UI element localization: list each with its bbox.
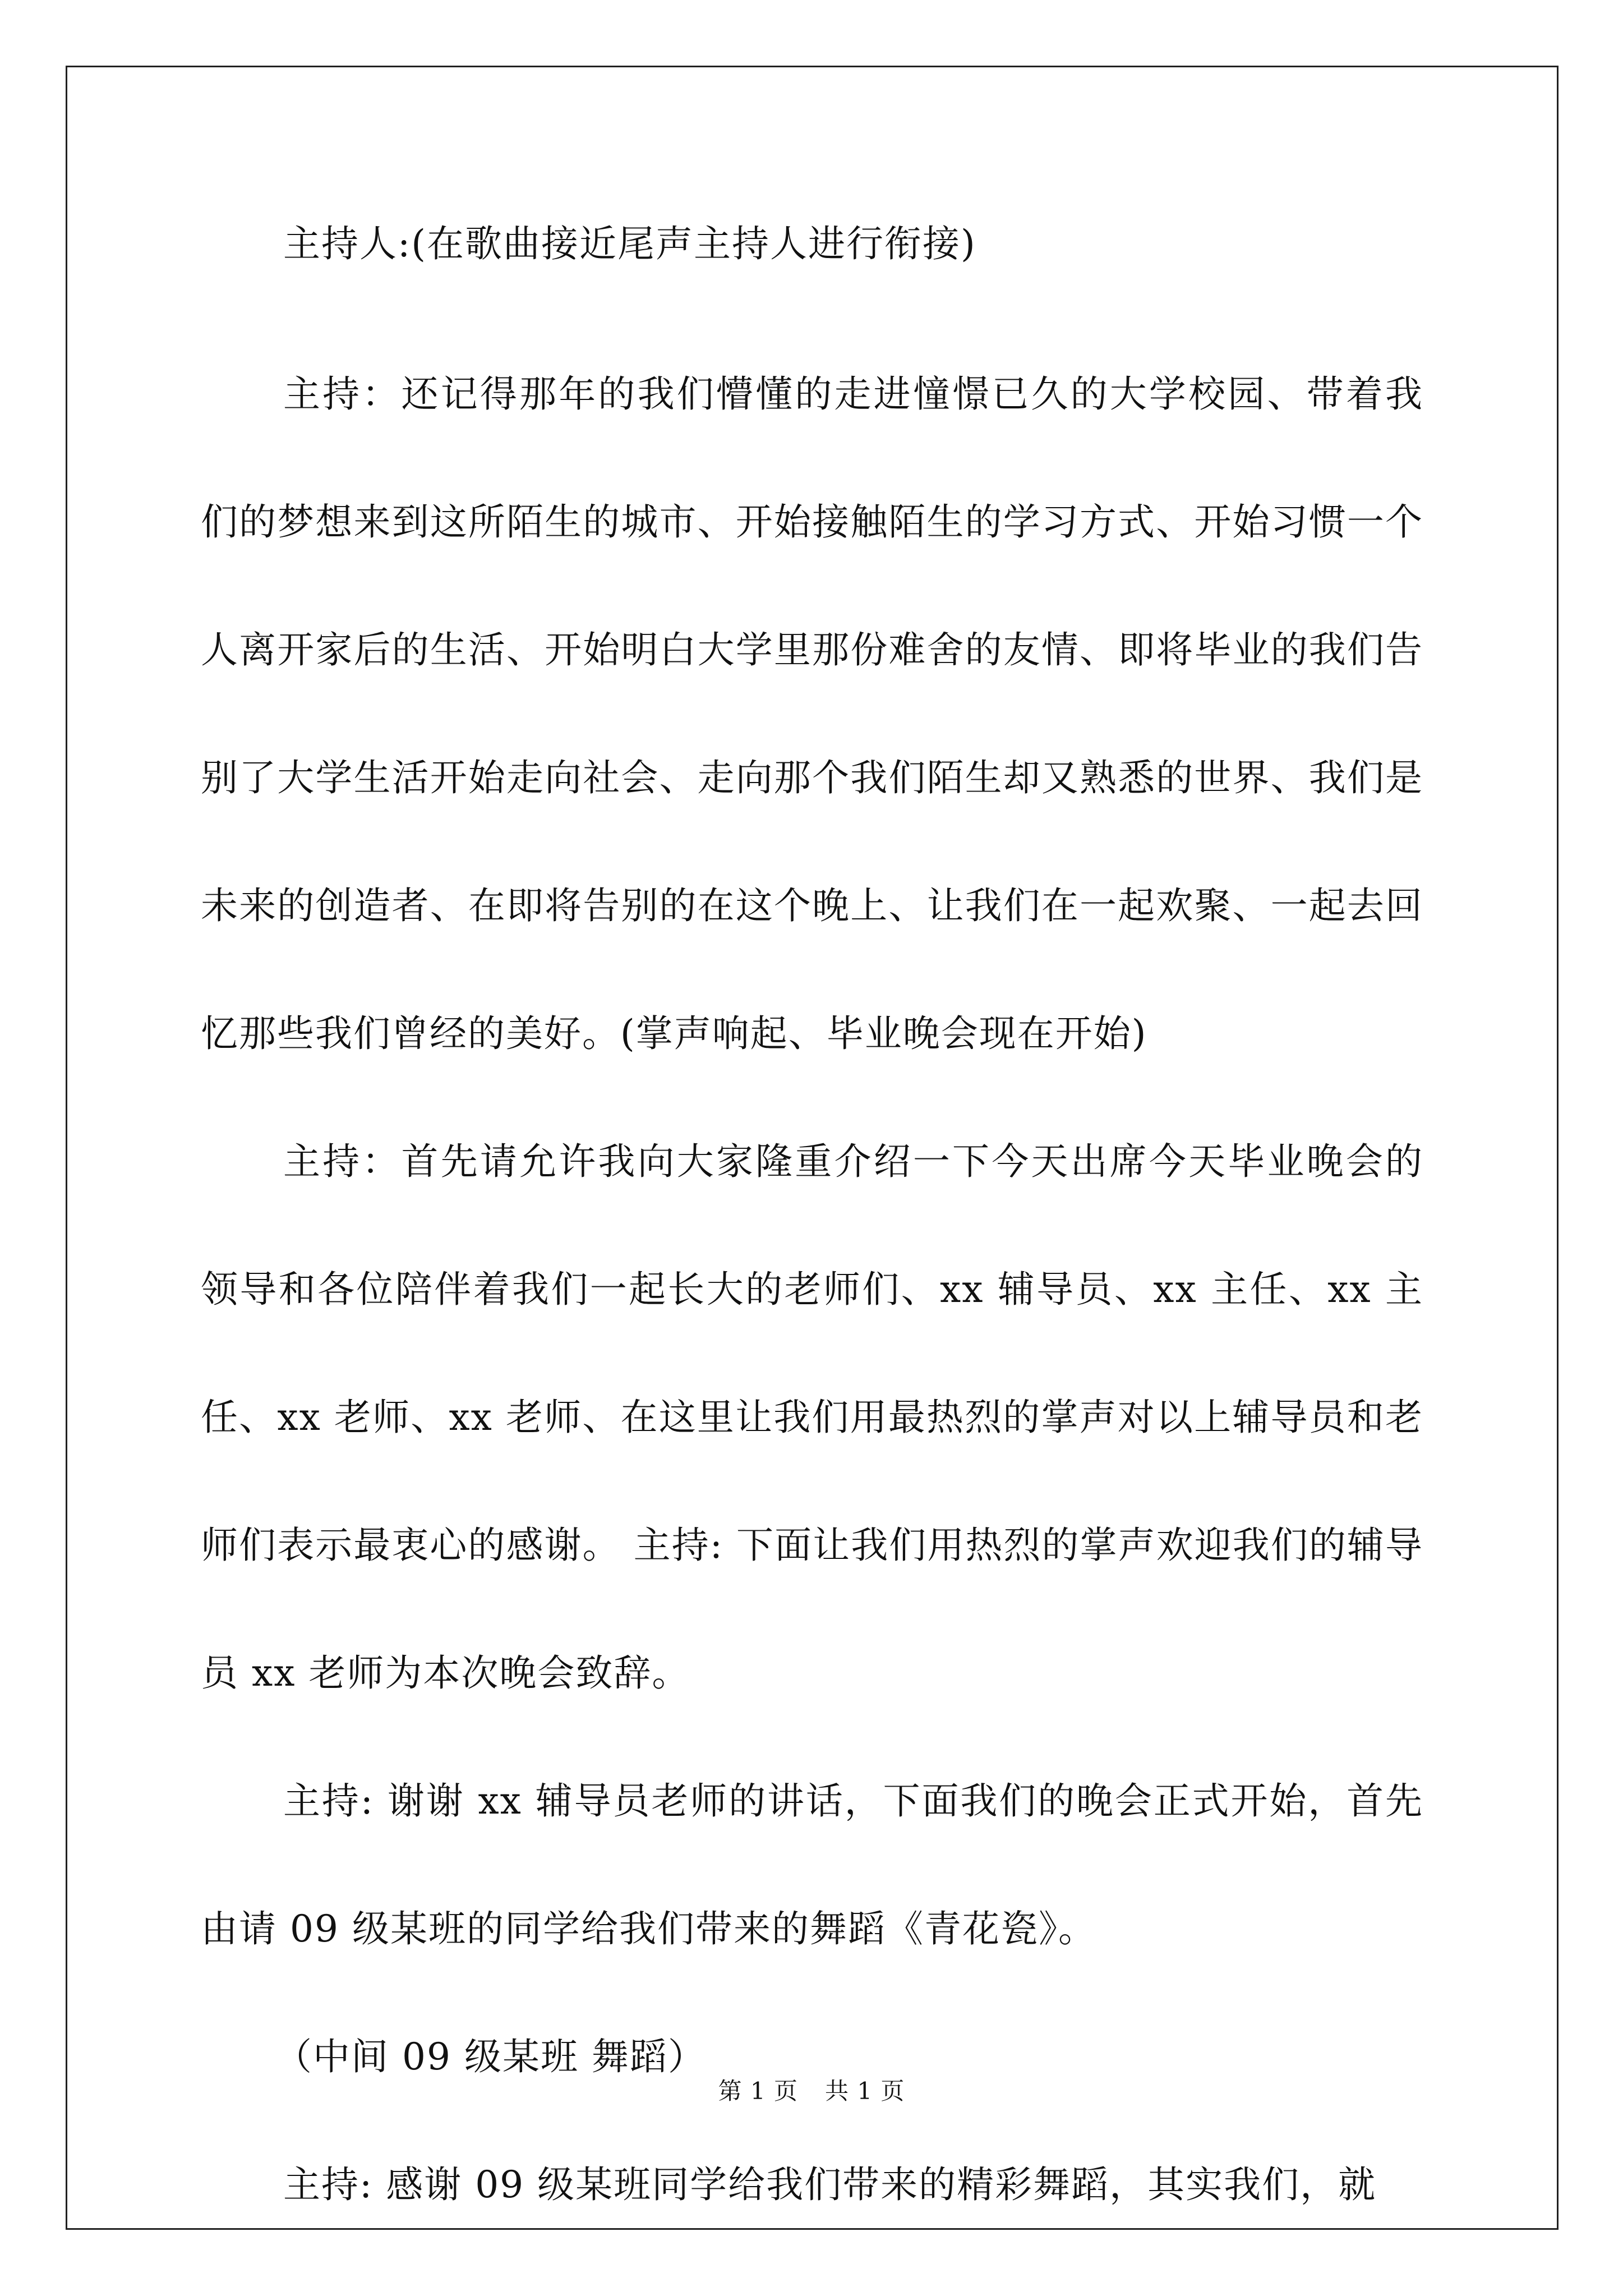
page-number-current: 第 1 页 (718, 2077, 798, 2105)
paragraph-host-intro: 主持人:(在歌曲接近尾声主持人进行衔接) (283, 222, 976, 265)
page-footer (0, 2074, 1623, 2108)
paragraph-introductions: 主持：首先请允许我向大家隆重介绍一下今天出席今天毕业晚会的领导和各位陪伴着我们一起长大的老师们、xx 辅导员、xx 主任、xx 主任、xx 老师、xx 老师、在这里让我们用最热烈的掌声对以上辅导员和老师们表示最衷心的感谢。 主持: 下面让我们用热烈的掌声欢迎我们的辅导员 xx 老师为本次晚会致辞。 (201, 1140, 1423, 1695)
page-number-total: 共 1 页 (825, 2077, 905, 2105)
paragraph-opening-speech: 主持：还记得那年的我们懵懂的走进憧憬已久的大学校园、带着我们的梦想来到这所陌生的城市、开始接触陌生的学习方式、开始习惯一个人离开家后的生活、开始明白大学里那份难舍的友情、即将毕业的我们告别了大学生活开始走向社会、走向那个我们陌生却又熟悉的世界、我们是未来的创造者、在即将告别的在这个晚上、让我们在一起欢聚、一起去回忆那些我们曾经的美好。(掌声响起、毕业晚会现在开始) (201, 372, 1423, 1055)
paragraph-thanks: 主持: 感谢 09 级某班同学给我们带来的精彩舞蹈，其实我们，就 (283, 2163, 1377, 2206)
paragraph-stage-direction: （中间 09 级某班 舞蹈） (275, 2035, 706, 2078)
paragraph-first-performance: 主持: 谢谢 xx 辅导员老师的讲话，下面我们的晚会正式开始，首先由请 09 级某班的同学给我们带来的舞蹈《青花瓷》。 (201, 1779, 1423, 1950)
document-body (201, 216, 1423, 2249)
